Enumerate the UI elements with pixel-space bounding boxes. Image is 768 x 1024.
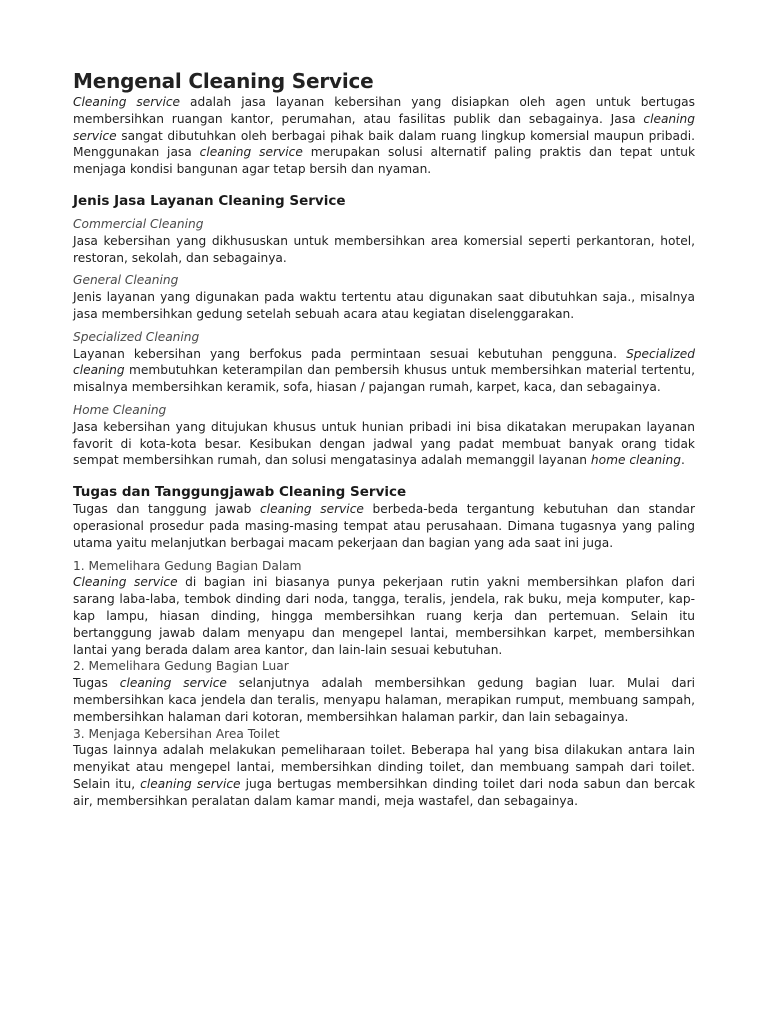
subheading-general-cleaning: General Cleaning xyxy=(73,273,179,288)
paragraph-toilet: Tugas lainnya adalah melakukan pemeliharaan toilet. Beberapa hal yang bisa dilakukan antara lain menyikat atau mengepel lantai, membersihkan dinding toilet, dan membuang sampah dari toilet. Selain itu, cleaning service juga bertugas membersihkan dinding toilet dari noda sabun dan bercak air, membersihkan peralatan dalam kamar mandi, meja wastafel, dan sebagainya. xyxy=(73,743,695,808)
page-title: Mengenal Cleaning Service xyxy=(73,69,374,93)
list-heading-inner-building: 1. Memelihara Gedung Bagian Dalam xyxy=(73,558,302,573)
intro-emphasis: Cleaning service xyxy=(73,95,181,109)
paragraph-general-cleaning: Jenis layanan yang digunakan pada waktu tertentu atau digunakan saat dibutuhkan saja., misalnya jasa membersihkan gedung setelah sebuah acara atau kegiatan diselenggarakan. xyxy=(73,290,695,321)
intro-paragraph: Cleaning service adalah jasa layanan kebersihan yang disiapkan oleh agen untuk bertugas membersihkan ruangan kantor, perumahan, atau fasilitas publik dan sebagainya. Jasa cleaning service sangat dibutuhkan oleh berbagai pihak baik dalam ruang lingkup komersial maupun pribadi. Menggunakan jasa cleaning service merupakan solusi alternatif paling praktis dan tepat untuk menjaga kondisi bangunan agar tetap bersih dan nyaman. xyxy=(73,95,695,177)
subheading-home-cleaning: Home Cleaning xyxy=(73,402,167,417)
list-heading-outer-building: 2. Memelihara Gedung Bagian Luar xyxy=(73,659,289,674)
section-heading-types: Jenis Jasa Layanan Cleaning Service xyxy=(73,192,346,209)
paragraph-duties-intro: Tugas dan tanggung jawab cleaning service berbeda-beda tergantung kebutuhan dan standar operasional prosedur pada masing-masing tempat atau perusahaan. Dimana tugasnya yang paling utama yaitu melanjutkan berbagai macam pekerjaan dan bagian yang ada saat ini juga. xyxy=(73,502,696,550)
paragraph-commercial-cleaning: Jasa kebersihan yang dikhususkan untuk membersihkan area komersial seperti perkantoran, hotel, restoran, sekolah, dan sebagainya. xyxy=(73,233,695,265)
paragraph-outer-building: Tugas cleaning service selanjutnya adalah membersihkan gedung bagian luar. Mulai dari membersihkan kaca jendela dan teralis, menyapu halaman, merapikan rumput, membuang sampah, membersihkan halaman dari kotoran, membersihkan halaman parkir, dan lain sebagainya. xyxy=(73,676,695,724)
section-heading-duties: Tugas dan Tanggungjawab Cleaning Service xyxy=(73,484,407,501)
paragraph-inner-building: Cleaning service di bagian ini biasanya punya pekerjaan rutin yakni membersihkan plafon dari sarang laba-laba, tembok dinding dari noda, tangga, teralis, jendela, rak buku, meja komputer, kap-kap lampu, hiasan dinding, hingga membersihkan ruang kerja dan pertemuan. Selain itu bertanggung jawab dalam menyapu dan mengepel lantai, membersihkan karpet, membersihkan lantai yang berada dalam area kantor, dan lain-lain sesuai kebutuhan. xyxy=(73,575,695,657)
document-page xyxy=(73,68,695,809)
list-heading-toilet: 3. Menjaga Kebersihan Area Toilet xyxy=(73,726,280,741)
subheading-commercial-cleaning: Commercial Cleaning xyxy=(73,216,204,231)
paragraph-home-cleaning: Jasa kebersihan yang ditujukan khusus untuk hunian pribadi ini bisa dikatakan merupakan layanan favorit di kota-kota besar. Kesibukan dengan jadwal yang padat membuat banyak orang tidak sempat membersihkan rumah, dan solusi mengatasinya adalah memanggil layanan home cleaning. xyxy=(73,419,695,468)
paragraph-specialized-cleaning: Layanan kebersihan yang berfokus pada permintaan sesuai kebutuhan pengguna. Specialized cleaning membutuhkan keterampilan dan pembersih khusus untuk membersihkan material tertentu, misalnya membersihkan keramik, sofa, hiasan / pajangan rumah, karpet, kaca, dan sebagainya. xyxy=(73,346,695,395)
subheading-specialized-cleaning: Specialized Cleaning xyxy=(73,329,200,344)
